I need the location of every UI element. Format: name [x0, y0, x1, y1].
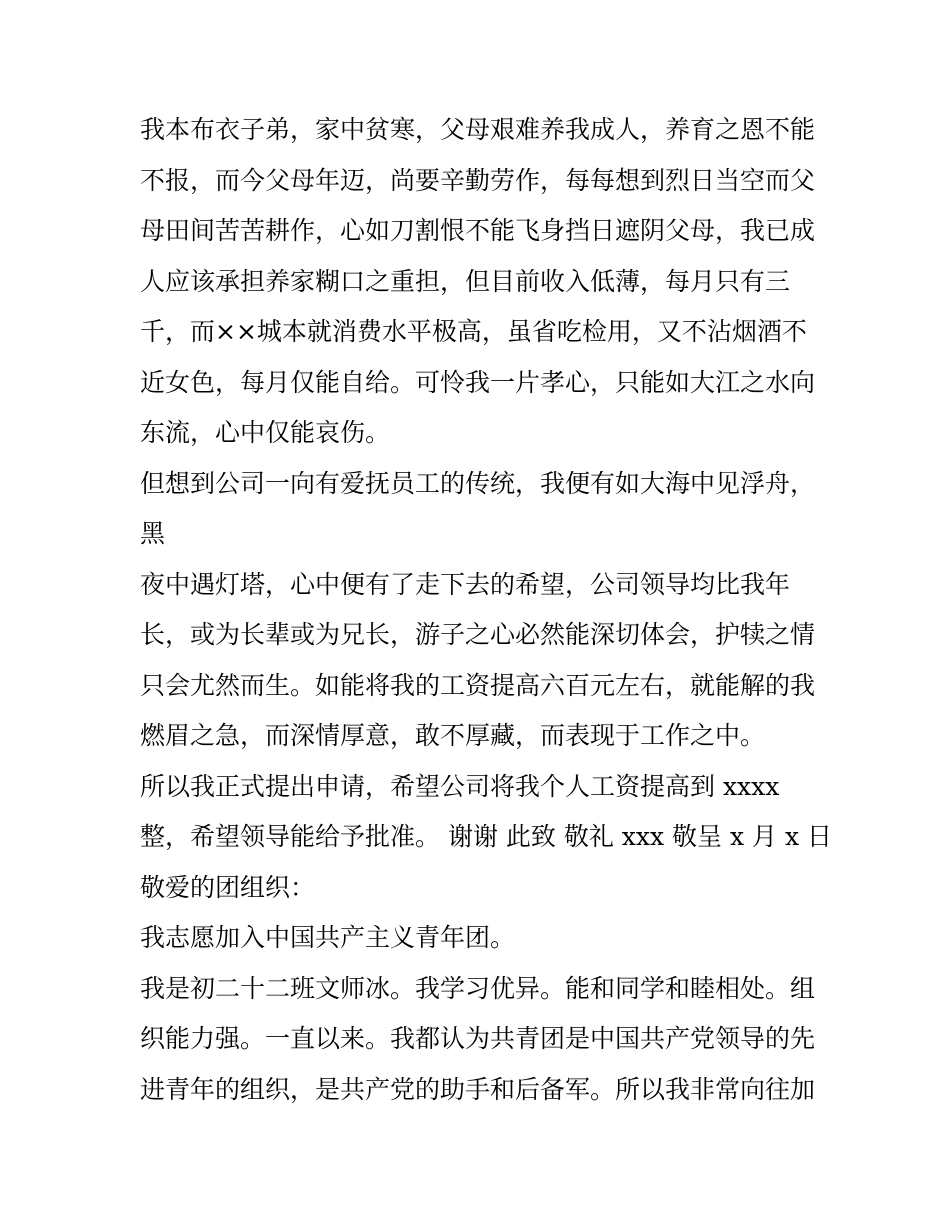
text-line: 千，而××城本就消费水平极高，虽省吃检用，又不沾烟酒不: [140, 317, 807, 346]
text-line: 只会尤然而生。如能将我的工资提高六百元左右，就能解的我: [140, 670, 816, 700]
text-line: 整，希望领导能给予批准。 谢谢 此致 敬礼 xxx 敬呈 x 月 x 日: [140, 822, 833, 851]
text-line: 人应该承担养家糊口之重担，但目前收入低薄，每月只有三: [140, 266, 791, 296]
document-body: [140, 108, 833, 1118]
text-line: 夜中遇灯塔，心中便有了走下去的希望，公司领导均比我年: [140, 569, 791, 599]
text-line: 但想到公司一向有爱抚员工的传统，我便有如大海中见浮舟，: [140, 468, 816, 498]
text-line: 近女色，每月仅能自给。可怜我一片孝心，只能如大江之水向: [140, 367, 816, 397]
text-line: 燃眉之急，而深情厚意，敢不厚藏，而表现于工作之中。: [140, 721, 766, 750]
text-line: 织能力强。一直以来。我都认为共青团是中国共产党领导的先: [140, 1024, 816, 1053]
text-line: 不报，而今父母年迈，尚要辛勤劳作，每每想到烈日当空而父: [140, 165, 816, 195]
text-line: 我本布衣子弟，家中贫寒，父母艰难养我成人，养育之恩不能: [140, 115, 816, 144]
text-line: 长，或为长辈或为兄长，游子之心必然能深切体会，护犊之情: [140, 620, 816, 649]
text-line: 所以我正式提出申请，希望公司将我个人工资提高到 xxxx: [140, 771, 780, 801]
text-line: 进青年的组织，是共产党的助手和后备军。所以我非常向往加: [140, 1074, 816, 1104]
text-line: 母田间苦苦耕作，心如刀割恨不能飞身挡日遮阴父母，我已成: [140, 216, 816, 245]
text-line: 敬爱的团组织：: [140, 872, 316, 902]
text-line: 我是初二十二班文师冰。我学习优异。能和同学和睦相处。组: [140, 973, 816, 1003]
text-line: 黑: [140, 519, 166, 548]
text-line: 东流，心中仅能哀伤。: [140, 418, 391, 447]
text-line: 我志愿加入中国共产主义青年团。: [140, 923, 516, 952]
